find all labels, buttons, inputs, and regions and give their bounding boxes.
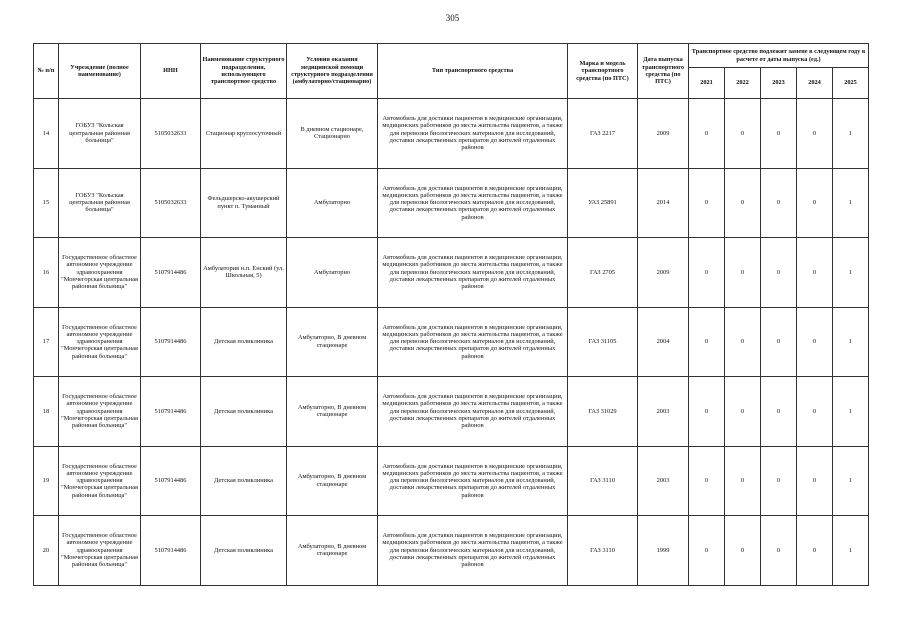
cell-num: 19 [34, 446, 59, 516]
cell-conditions: Амбулаторно [287, 168, 378, 238]
cell-2022: 0 [725, 446, 761, 516]
cell-2022: 0 [725, 238, 761, 308]
cell-unit: Детская поликлиника [201, 446, 287, 516]
cell-num: 14 [34, 99, 59, 169]
cell-brand: ГАЗ 2217 [568, 99, 638, 169]
cell-unit: Детская поликлиника [201, 516, 287, 586]
cell-brand: УАЗ 25891 [568, 168, 638, 238]
cell-inn: 5107914486 [141, 307, 201, 377]
cell-2023: 0 [761, 307, 797, 377]
table-row [34, 446, 869, 516]
cell-org: ГОБУЗ "Кольская центральная районная больница" [59, 99, 141, 169]
cell-conditions: Амбулаторно [287, 238, 378, 308]
cell-issue-year: 2003 [638, 446, 689, 516]
cell-2022: 0 [725, 377, 761, 447]
cell-2021: 0 [689, 238, 725, 308]
cell-2024: 0 [797, 377, 833, 447]
cell-issue-year: 2004 [638, 307, 689, 377]
cell-inn: 5105032633 [141, 99, 201, 169]
table-row [34, 99, 869, 169]
cell-2023: 0 [761, 377, 797, 447]
cell-conditions: Амбулаторно, В дневном стационаре [287, 377, 378, 447]
cell-inn: 5107914486 [141, 377, 201, 447]
cell-2021: 0 [689, 377, 725, 447]
cell-unit: Амбулатория н.п. Енский (ул. Школьная, 5) [201, 238, 287, 308]
cell-vehicle-type: Автомобиль для доставки пациентов в медицинские организации, медицинских работников до места жительства пациентов, а также для перевозки биологических материалов для исследований, доставки лекарственных препаратов до жителей отдаленных районов [378, 377, 568, 447]
cell-2022: 0 [725, 307, 761, 377]
header-org: Учреждение (полное наименование) [59, 44, 141, 99]
cell-2025: 1 [833, 238, 869, 308]
cell-unit: Стационар круглосуточный [201, 99, 287, 169]
header-year-2021: 2021 [689, 68, 725, 99]
header-num: № п/п [34, 44, 59, 99]
cell-2024: 0 [797, 307, 833, 377]
cell-conditions: В дневном стационаре, Стационарно [287, 99, 378, 169]
cell-2024: 0 [797, 238, 833, 308]
page-number: 305 [445, 13, 460, 23]
header-year-2023: 2023 [761, 68, 797, 99]
header-year-2024: 2024 [797, 68, 833, 99]
header-year-2025: 2025 [833, 68, 869, 99]
cell-conditions: Амбулаторно, В дневном стационаре [287, 307, 378, 377]
cell-num: 20 [34, 516, 59, 586]
cell-org: Государственное областное автономное учреждение здравоохранения "Мончегорская центральная районная больница" [59, 377, 141, 447]
cell-2025: 1 [833, 377, 869, 447]
table-row [34, 377, 869, 447]
cell-brand: ГАЗ 3110 [568, 516, 638, 586]
cell-num: 15 [34, 168, 59, 238]
cell-2022: 0 [725, 516, 761, 586]
table-row [34, 238, 869, 308]
header-vehicle-type: Тип транспортного средства [378, 44, 568, 99]
cell-2022: 0 [725, 99, 761, 169]
cell-2024: 0 [797, 168, 833, 238]
header-brand: Марка и модель транспортного средства (по ПТС) [568, 44, 638, 99]
cell-issue-year: 2009 [638, 99, 689, 169]
cell-unit: Детская поликлиника [201, 307, 287, 377]
cell-unit: Детская поликлиника [201, 377, 287, 447]
cell-2023: 0 [761, 99, 797, 169]
cell-2025: 1 [833, 307, 869, 377]
cell-2024: 0 [797, 99, 833, 169]
cell-2021: 0 [689, 446, 725, 516]
header-issue-date: Дата выпуска транспортного средства (по ПТС) [638, 44, 689, 99]
header-conditions: Условия оказания медицинской помощи структурного подразделения (амбулаторно/стационарно) [287, 44, 378, 99]
cell-org: ГОБУЗ "Кольская центральная районная больница" [59, 168, 141, 238]
cell-unit: Фельдшерско-акушерский пункт п. Туманный [201, 168, 287, 238]
header-replacement: Транспортное средство подлежит замене в следующем году в расчете от даты выпуска (ед.) [689, 44, 869, 68]
vehicle-table [33, 43, 869, 586]
cell-2023: 0 [761, 238, 797, 308]
cell-brand: ГАЗ 3110 [568, 446, 638, 516]
cell-vehicle-type: Автомобиль для доставки пациентов в медицинские организации, медицинских работников до места жительства пациентов, а также для перевозки биологических материалов для исследований, доставки лекарственных препаратов до жителей отдаленных районов [378, 307, 568, 377]
cell-2023: 0 [761, 516, 797, 586]
cell-conditions: Амбулаторно, В дневном стационаре [287, 446, 378, 516]
cell-num: 17 [34, 307, 59, 377]
cell-inn: 5107914486 [141, 446, 201, 516]
cell-2021: 0 [689, 516, 725, 586]
cell-2025: 1 [833, 168, 869, 238]
cell-inn: 5107914486 [141, 238, 201, 308]
cell-org: Государственное областное автономное учреждение здравоохранения "Мончегорская центральная районная больница" [59, 516, 141, 586]
cell-vehicle-type: Автомобиль для доставки пациентов в медицинские организации, медицинских работников до места жительства пациентов, а также для перевозки биологических материалов для исследований, доставки лекарственных препаратов до жителей отдаленных районов [378, 168, 568, 238]
cell-num: 16 [34, 238, 59, 308]
cell-2022: 0 [725, 168, 761, 238]
cell-brand: ГАЗ 31105 [568, 307, 638, 377]
cell-vehicle-type: Автомобиль для доставки пациентов в медицинские организации, медицинских работников до места жительства пациентов, а также для перевозки биологических материалов для исследований, доставки лекарственных препаратов до жителей отдаленных районов [378, 99, 568, 169]
cell-org: Государственное областное автономное учреждение здравоохранения "Мончегорская центральная районная больница" [59, 307, 141, 377]
cell-2021: 0 [689, 168, 725, 238]
cell-vehicle-type: Автомобиль для доставки пациентов в медицинские организации, медицинских работников до места жительства пациентов, а также для перевозки биологических материалов для исследований, доставки лекарственных препаратов до жителей отдаленных районов [378, 446, 568, 516]
table-row [34, 307, 869, 377]
table-body [34, 99, 869, 586]
cell-vehicle-type: Автомобиль для доставки пациентов в медицинские организации, медицинских работников до места жительства пациентов, а также для перевозки биологических материалов для исследований, доставки лекарственных препаратов до жителей отдаленных районов [378, 516, 568, 586]
cell-2025: 1 [833, 99, 869, 169]
cell-brand: ГАЗ 2705 [568, 238, 638, 308]
cell-issue-year: 2014 [638, 168, 689, 238]
cell-2024: 0 [797, 516, 833, 586]
cell-issue-year: 1999 [638, 516, 689, 586]
cell-2025: 1 [833, 446, 869, 516]
table-row [34, 516, 869, 586]
cell-org: Государственное областное автономное учреждение здравоохранения "Мончегорская центральная районная больница" [59, 238, 141, 308]
cell-conditions: Амбулаторно, В дневном стационаре [287, 516, 378, 586]
header-year-2022: 2022 [725, 68, 761, 99]
cell-2021: 0 [689, 307, 725, 377]
cell-inn: 5107914486 [141, 516, 201, 586]
cell-inn: 5105032633 [141, 168, 201, 238]
cell-issue-year: 2009 [638, 238, 689, 308]
cell-vehicle-type: Автомобиль для доставки пациентов в медицинские организации, медицинских работников до места жительства пациентов, а также для перевозки биологических материалов для исследований, доставки лекарственных препаратов до жителей отдаленных районов [378, 238, 568, 308]
cell-2023: 0 [761, 168, 797, 238]
cell-brand: ГАЗ 31029 [568, 377, 638, 447]
header-unit: Наименование структурного подразделения, использующего транспортное средство [201, 44, 287, 99]
cell-issue-year: 2003 [638, 377, 689, 447]
header-inn: ИНН [141, 44, 201, 99]
table-row [34, 168, 869, 238]
cell-org: Государственное областное автономное учреждение здравоохранения "Мончегорская центральная районная больница" [59, 446, 141, 516]
cell-2023: 0 [761, 446, 797, 516]
cell-num: 18 [34, 377, 59, 447]
cell-2025: 1 [833, 516, 869, 586]
table-header-row [34, 44, 869, 68]
cell-2024: 0 [797, 446, 833, 516]
cell-2021: 0 [689, 99, 725, 169]
